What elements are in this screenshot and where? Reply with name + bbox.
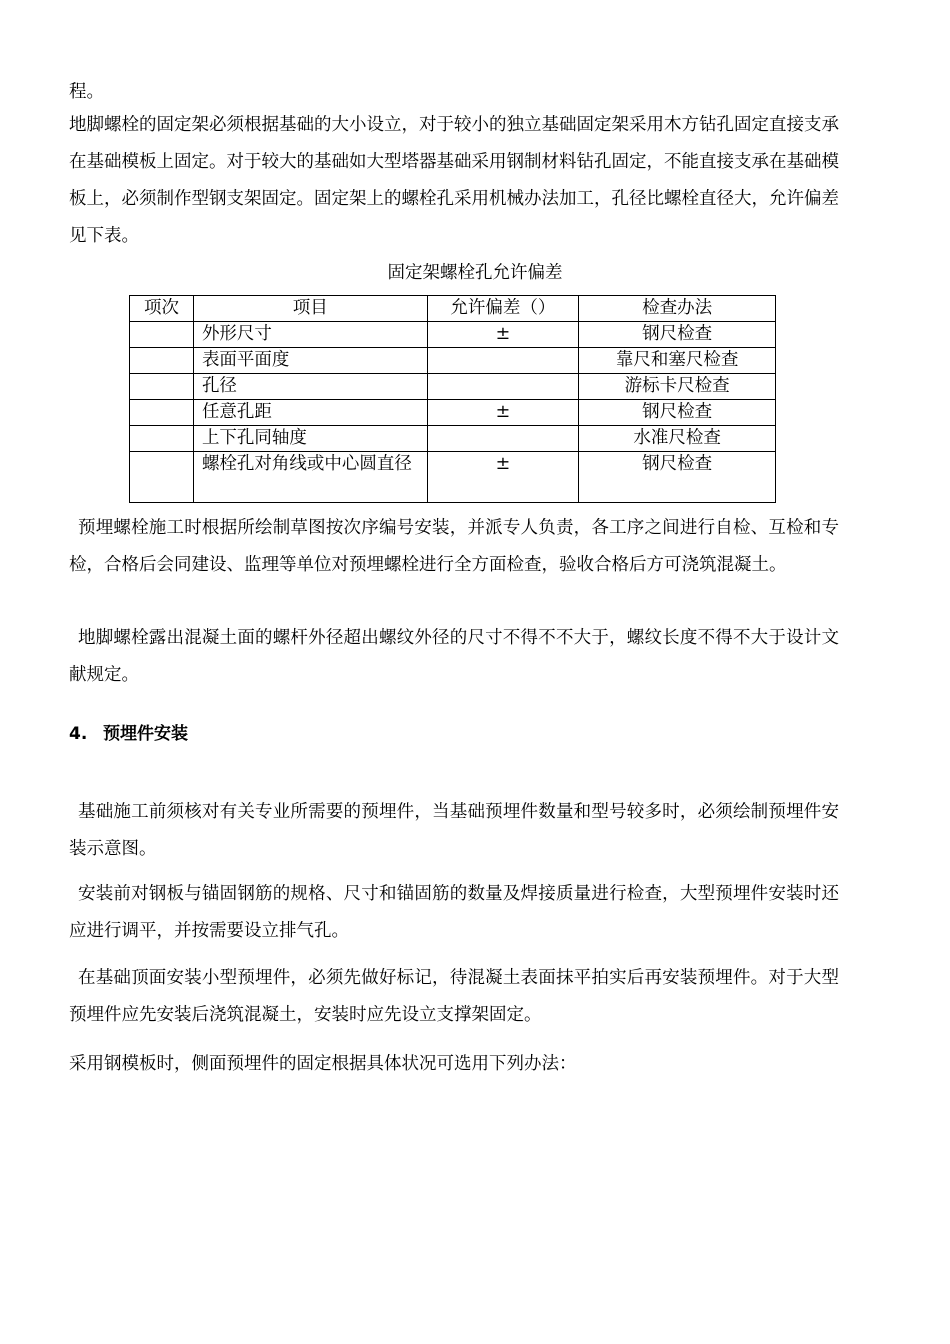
table-row	[130, 322, 776, 348]
cell-method: 钢尺检查	[579, 400, 776, 426]
cell-item: 上下孔同轴度	[193, 426, 427, 452]
paragraph-steel-formwork: 采用钢模板时，侧面预埋件的固定根据具体状况可选用下列办法：	[69, 1054, 577, 1074]
cell-index	[130, 322, 194, 348]
paragraph-bolt-thread: 地脚螺栓露出混凝土面的螺杆外径超出螺纹外径的尺寸不得不不大于，螺纹长度不得不大于设计文献规定。	[69, 628, 839, 685]
paragraph-fixing-frame: 地脚螺栓的固定架必须根据基础的大小设立，对于较小的独立基础固定架采用木方钻孔固定直接支承在基础模板上固定。对于较大的基础如大型塔器基础采用钢制材料钻孔固定，不能直接支承在基础模板上，必须制作型钢支架固定。固定架上的螺栓孔采用机械办法加工，孔径比螺栓直径大，允许偏差见下表。	[69, 115, 839, 246]
cell-tolerance: ±	[427, 452, 579, 503]
tolerance-table	[129, 295, 776, 503]
cell-item: 任意孔距	[193, 400, 427, 426]
cell-tolerance: ±	[427, 322, 579, 348]
header-tolerance: 允许偏差（）	[427, 296, 579, 322]
cell-tolerance: ±	[427, 400, 579, 426]
table-caption: 固定架螺栓孔允许偏差	[387, 263, 563, 283]
paragraph-embedded-bolts: 预埋螺栓施工时根据所绘制草图按次序编号安装，并派专人负责，各工序之间进行自检、互检和专检，合格后会同建设、监理等单位对预埋螺栓进行全方面检查，验收合格后方可浇筑混凝土。	[69, 518, 839, 575]
cell-item: 孔径	[193, 374, 427, 400]
cell-method: 水准尺检查	[579, 426, 776, 452]
header-index: 项次	[130, 296, 194, 322]
table-row	[130, 374, 776, 400]
paragraph-top-surface: 在基础顶面安装小型预埋件，必须先做好标记，待混凝土表面抹平拍实后再安装预埋件。对于大型预埋件应先安装后浇筑混凝土，安装时应先设立支撑架固定。	[69, 968, 839, 1025]
cell-index	[130, 348, 194, 374]
section-number: 4.	[69, 724, 88, 744]
cell-index	[130, 452, 194, 503]
table-row	[130, 452, 776, 503]
table-row	[130, 348, 776, 374]
cell-item: 外形尺寸	[193, 322, 427, 348]
cell-method: 钢尺检查	[579, 322, 776, 348]
paragraph-continuation: 程。	[69, 82, 104, 102]
cell-item: 螺栓孔对角线或中心圆直径	[193, 452, 427, 503]
header-method: 检查办法	[579, 296, 776, 322]
paragraph-installation-prep: 安装前对钢板与锚固钢筋的规格、尺寸和锚固筋的数量及焊接质量进行检查，大型预埋件安装时还应进行调平，并按需要设立排气孔。	[69, 884, 839, 941]
cell-item: 表面平面度	[193, 348, 427, 374]
cell-index	[130, 374, 194, 400]
cell-index	[130, 400, 194, 426]
cell-tolerance	[427, 426, 579, 452]
section-title: 预埋件安装	[103, 724, 188, 744]
header-item: 项目	[193, 296, 427, 322]
paragraph-embedded-parts-check: 基础施工前须核对有关专业所需要的预埋件，当基础预埋件数量和型号较多时，必须绘制预埋件安装示意图。	[69, 802, 839, 859]
cell-tolerance	[427, 348, 579, 374]
table-row	[130, 400, 776, 426]
table-header-row	[130, 296, 776, 322]
cell-index	[130, 426, 194, 452]
cell-method: 靠尺和塞尺检查	[579, 348, 776, 374]
cell-method: 游标卡尺检查	[579, 374, 776, 400]
table-row	[130, 426, 776, 452]
section-heading	[69, 720, 188, 748]
cell-method: 钢尺检查	[579, 452, 776, 503]
cell-tolerance	[427, 374, 579, 400]
